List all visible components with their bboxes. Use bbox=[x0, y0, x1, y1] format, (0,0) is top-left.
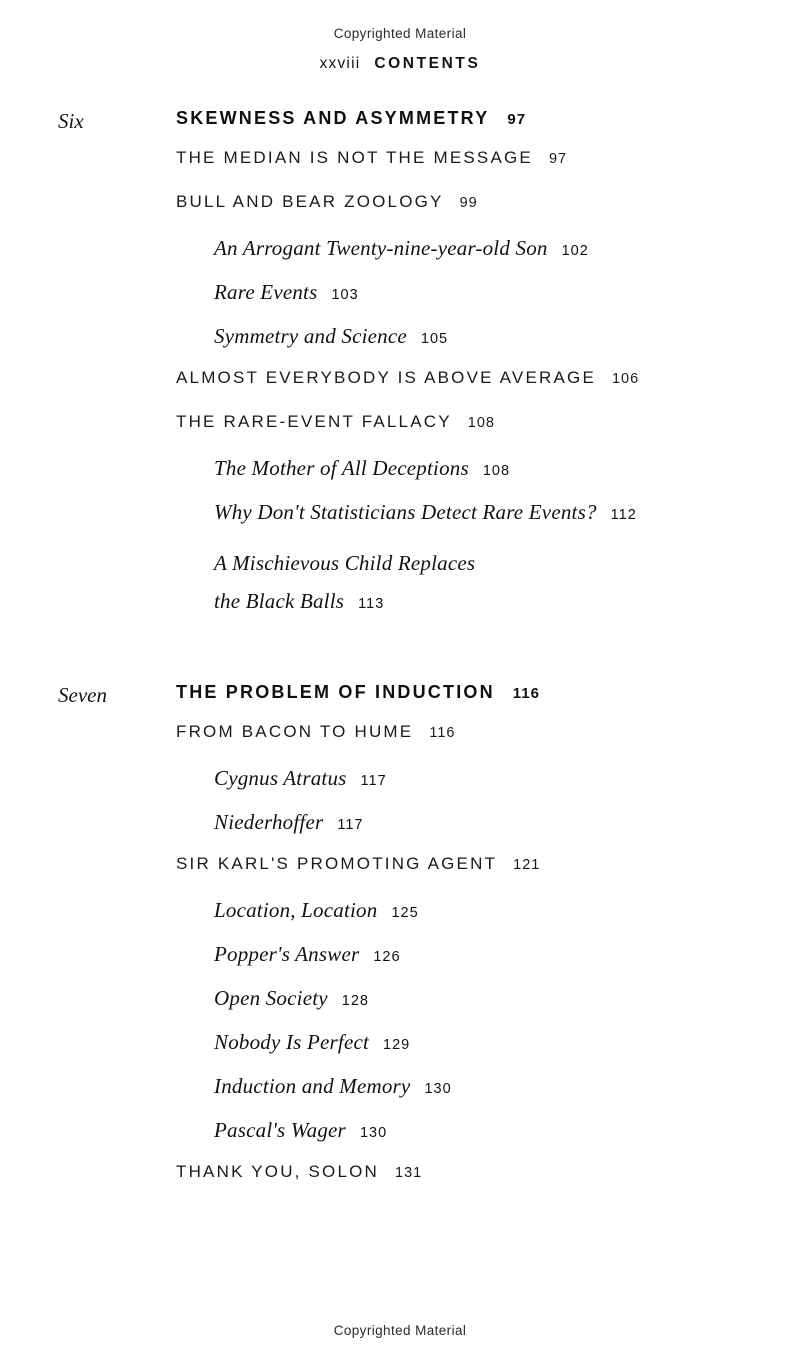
toc-entry-page: 113 bbox=[358, 596, 385, 612]
chapter-heading bbox=[0, 678, 800, 718]
toc-entry-text: THE RARE-EVENT FALLACY bbox=[176, 412, 452, 431]
chapter-title bbox=[176, 682, 540, 703]
toc-entry-page: 106 bbox=[611, 371, 640, 387]
toc-entry bbox=[0, 1030, 800, 1070]
toc-entry-page: 117 bbox=[337, 817, 364, 833]
toc-entry-text: SIR KARL'S PROMOTING AGENT bbox=[176, 854, 498, 873]
toc-entry-page: 131 bbox=[395, 1165, 423, 1181]
toc-entry-page: 99 bbox=[459, 195, 478, 211]
toc-entry bbox=[0, 766, 800, 806]
toc-entry bbox=[0, 722, 800, 762]
toc-entry bbox=[0, 236, 800, 276]
chapter-title bbox=[176, 108, 526, 129]
toc-entry-page: 130 bbox=[424, 1081, 452, 1097]
toc-entry-page: 97 bbox=[548, 151, 568, 167]
running-head bbox=[0, 55, 800, 73]
chapter-title-text: THE PROBLEM OF INDUCTION bbox=[176, 682, 495, 702]
chapter-page-number: 116 bbox=[512, 685, 540, 702]
toc-entry-text: Niederhoffer bbox=[214, 810, 324, 834]
toc-entry-page: 112 bbox=[610, 507, 637, 523]
toc-entry bbox=[0, 810, 800, 850]
toc-entry bbox=[0, 280, 800, 320]
copyright-notice-top: Copyrighted Material bbox=[333, 26, 467, 41]
toc-entry-page: 108 bbox=[467, 415, 495, 431]
toc-entry bbox=[0, 544, 800, 622]
toc-entry-page: 125 bbox=[391, 905, 419, 921]
toc-entry-text: Location, Location bbox=[214, 898, 378, 922]
chapter-block bbox=[0, 678, 800, 1202]
toc-entry-page: 116 bbox=[429, 725, 456, 741]
toc-entry-text-line2: the Black Balls bbox=[214, 589, 345, 613]
running-head-title: CONTENTS bbox=[374, 55, 481, 72]
chapter-title-text: SKEWNESS AND ASYMMETRY bbox=[176, 108, 490, 128]
toc-entry-text: Pascal's Wager bbox=[214, 1118, 346, 1142]
toc-entry-text: Nobody Is Perfect bbox=[214, 1030, 370, 1054]
toc-entry-page: 128 bbox=[341, 993, 369, 1009]
toc-entry-page: 103 bbox=[331, 287, 359, 303]
toc-entry bbox=[0, 412, 800, 452]
toc-entry-text: Rare Events bbox=[214, 280, 318, 304]
toc-entry bbox=[0, 986, 800, 1026]
toc-entry-page: 117 bbox=[360, 773, 387, 789]
toc-entry-page: 108 bbox=[482, 463, 511, 479]
toc-entry bbox=[0, 148, 800, 188]
toc-entry-page: 105 bbox=[420, 331, 449, 347]
toc-entry-page: 129 bbox=[383, 1037, 411, 1053]
toc-entry-text: BULL AND BEAR ZOOLOGY bbox=[176, 192, 444, 211]
toc-entry bbox=[0, 500, 800, 540]
chapter-block bbox=[0, 104, 800, 622]
chapter-heading bbox=[0, 104, 800, 144]
toc-entry-text: ALMOST EVERYBODY IS ABOVE AVERAGE bbox=[176, 368, 596, 387]
toc-entry-text: The Mother of All Deceptions bbox=[214, 456, 469, 480]
toc-entry-text: Symmetry and Science bbox=[214, 324, 407, 348]
toc-entry bbox=[0, 854, 800, 894]
toc-entry-page: 130 bbox=[359, 1125, 388, 1141]
toc-entry-page: 102 bbox=[561, 243, 589, 259]
toc-entry bbox=[0, 942, 800, 982]
toc-entry-page: 126 bbox=[373, 949, 401, 965]
section-gap bbox=[0, 622, 800, 678]
toc-entry bbox=[0, 456, 800, 496]
toc-entry-page: 121 bbox=[513, 857, 541, 873]
toc-entry-text: A Mischievous Child Replaces bbox=[214, 551, 476, 575]
toc-entry-text: Cygnus Atratus bbox=[214, 766, 347, 790]
toc-entry bbox=[0, 324, 800, 364]
toc-entry-text: Why Don't Statisticians Detect Rare Events? bbox=[214, 500, 597, 524]
toc-entry-text: Induction and Memory bbox=[214, 1074, 411, 1098]
chapter-number: Seven bbox=[58, 683, 107, 707]
toc-entry-text: Open Society bbox=[214, 986, 328, 1010]
toc-entry-text: FROM BACON TO HUME bbox=[176, 722, 414, 741]
toc-entry bbox=[0, 1162, 800, 1202]
toc-entry bbox=[0, 898, 800, 938]
toc-entry-text: Popper's Answer bbox=[214, 942, 360, 966]
toc-entry bbox=[0, 368, 800, 408]
toc-entry bbox=[0, 192, 800, 232]
table-of-contents bbox=[0, 104, 800, 1202]
toc-entry-text: THE MEDIAN IS NOT THE MESSAGE bbox=[176, 148, 533, 167]
folio-number: xxviii bbox=[319, 55, 361, 72]
toc-entry-text: An Arrogant Twenty-nine-year-old Son bbox=[214, 236, 548, 260]
toc-entry bbox=[0, 1074, 800, 1114]
chapter-number: Six bbox=[58, 109, 84, 133]
toc-entry bbox=[0, 1118, 800, 1158]
toc-entry-text: THANK YOU, SOLON bbox=[176, 1162, 380, 1181]
chapter-page-number: 97 bbox=[507, 111, 527, 128]
copyright-notice-bottom: Copyrighted Material bbox=[333, 1323, 467, 1338]
